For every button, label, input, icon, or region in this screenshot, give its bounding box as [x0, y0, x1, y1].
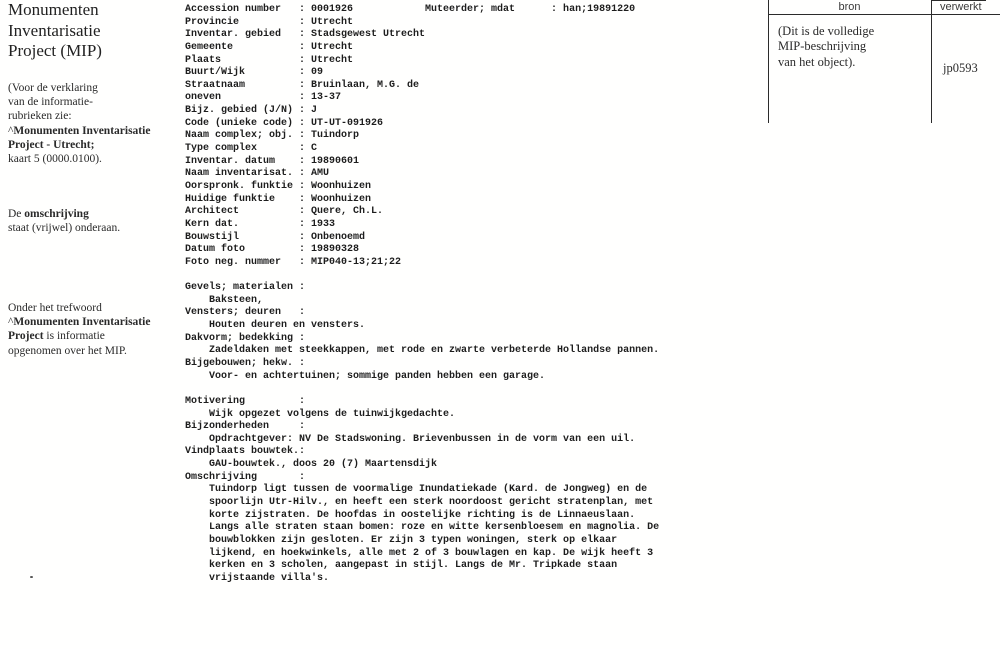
sidebar-note-line: Onder het trefwoord: [8, 302, 102, 314]
sidebar-note-line: kaart 5 (0000.0100).: [8, 153, 102, 166]
sidebar-note-1: [8, 81, 150, 166]
record-line: Vindplaats bouwtek.:: [185, 446, 306, 458]
record-line: Buurt/Wijk : 09: [185, 67, 324, 79]
record-line: GAU-bouwtek., doos 20 (7) Maartensdijk: [185, 459, 438, 471]
record-line: Inventar. datum : 19890601: [185, 155, 360, 167]
page-title-line: Inventarisatie: [8, 20, 101, 40]
record-line: Naam inventarisat. : AMU: [185, 168, 330, 180]
sidebar-note-line: (Voor de verklaring: [8, 82, 98, 94]
record-line: Zadeldaken met steekkappen, met rode en zwarte verbeterde Hollandse pannen.: [185, 345, 660, 357]
record-line: Datum foto : 19890328: [185, 244, 360, 256]
record-line: Houten deuren en vensters.: [185, 320, 366, 332]
record-line: Straatnaam : Bruinlaan, M.G. de: [185, 79, 420, 91]
record-line: [185, 383, 659, 396]
sidebar-note-line: staat (vrijwel) onderaan.: [8, 222, 121, 235]
record-line: Bijz. gebied (J/N) : J: [185, 105, 318, 117]
sidebar-note-line: rubrieken zie:: [8, 110, 72, 123]
scan-artifact-dot: [30, 576, 33, 578]
record-line: Opdrachtgever: NV De Stadswoning. Brievenbussen in de vorm van een uil.: [185, 433, 636, 445]
record-line: Inventar. gebied : Stadsgewest Utrecht: [185, 29, 426, 41]
record-line: Wijk opgezet volgens de tuinwijkgedachte.: [185, 408, 456, 420]
record-line: lijkend, en hoekwinkels, alle met 2 of 3 bouwlagen en kap. De wijk heeft 3: [185, 547, 654, 559]
record-line: Kern dat. : 1933: [185, 218, 336, 230]
bron-note-line: van het object).: [778, 54, 856, 69]
page-title: [8, 0, 102, 62]
sidebar-note-3: [8, 301, 150, 358]
page-title-line: Monumenten: [8, 0, 99, 19]
record-line: kerken en 3 scholen, aangepast in stijl. Langs de Mr. Tripkade staan: [185, 560, 618, 572]
record-line: Huidige funktie : Woonhuizen: [185, 193, 372, 205]
sidebar-note-line: van de informatie-: [8, 96, 93, 109]
record-line: Langs alle straten staan bomen: roze en witte kersenbloesem en magnolia. De: [185, 522, 660, 534]
record-line: spoorlijn Utr-Hilv., en heeft een sterk noordoost gericht stratenplan, met: [185, 496, 654, 508]
sidebar-note-2: [8, 207, 120, 235]
record-line: Gemeente : Utrecht: [185, 41, 354, 53]
table-left-border: [768, 0, 769, 123]
table-column-divider: [931, 0, 932, 123]
record-line: Vensters; deuren :: [185, 307, 306, 319]
record-line: Bijzonderheden :: [185, 421, 306, 433]
table-header-underline: [768, 14, 1000, 15]
record-line: Bijgebouwen; hekw. :: [185, 357, 306, 369]
bron-cell-note: [778, 24, 874, 70]
record-line: Code (unieke code) : UT-UT-091926: [185, 117, 384, 129]
record-line: Architect : Quere, Ch.L.: [185, 206, 384, 218]
sidebar-note-line: opgenomen over het MIP.: [8, 344, 127, 357]
record-line: vrijstaande villa's.: [185, 572, 330, 584]
record-line: Foto neg. nummer : MIP040-13;21;22: [185, 256, 402, 268]
sidebar-note-line: ^Monumenten Inventarisatie: [8, 316, 151, 329]
record-line: Accession number : 0001926 Muteerder; mdat : han;19891220: [185, 4, 636, 15]
record-line: bouwblokken zijn gesloten. Er zijn 3 typen woningen, sterk op elkaar: [185, 534, 618, 546]
record-line: Motivering :: [185, 395, 306, 407]
record-line: Plaats : Utrecht: [185, 54, 354, 66]
record-line: Gevels; materialen :: [185, 282, 306, 294]
record-line: Voor- en achtertuinen; sommige panden hebben een garage.: [185, 370, 546, 382]
record-line: Tuindorp ligt tussen de voormalige Inundatiekade (Kard. de Jongweg) en de: [185, 484, 648, 496]
record-line: Omschrijving :: [185, 471, 306, 483]
record-line: Oorspronk. funktie : Woonhuizen: [185, 180, 372, 192]
verwerkt-cell-value: jp0593: [943, 61, 978, 75]
column-header-bron: bron: [838, 1, 861, 13]
record-line: oneven : 13-37: [185, 92, 342, 104]
bron-note-line: (Dit is de volledige: [778, 24, 875, 38]
record-line: Provincie : Utrecht: [185, 16, 354, 28]
sidebar-note-line: De omschrijving: [8, 208, 89, 220]
record-line: Naam complex; obj. : Tuindorp: [185, 130, 360, 142]
column-header-verwerkt: verwerkt: [940, 1, 982, 13]
record-line: Bouwstijl : Onbenoemd: [185, 231, 366, 243]
record-line: [185, 269, 659, 282]
record-text: [185, 4, 659, 585]
record-line: Baksteen,: [185, 294, 264, 306]
bron-note-line: MIP-beschrijving: [778, 39, 867, 54]
sidebar-note-line: Project - Utrecht;: [8, 138, 95, 151]
record-line: korte zijstraten. De hoofdas in oostelijke richting is de Linnaeuslaan.: [185, 509, 636, 521]
sidebar-note-line: Project is informatie: [8, 330, 105, 343]
page-title-line: Project (MIP): [8, 41, 102, 60]
record-line: Type complex : C: [185, 143, 318, 155]
sidebar-note-line: ^Monumenten Inventarisatie: [8, 124, 151, 137]
record-line: Dakvorm; bedekking :: [185, 332, 306, 344]
